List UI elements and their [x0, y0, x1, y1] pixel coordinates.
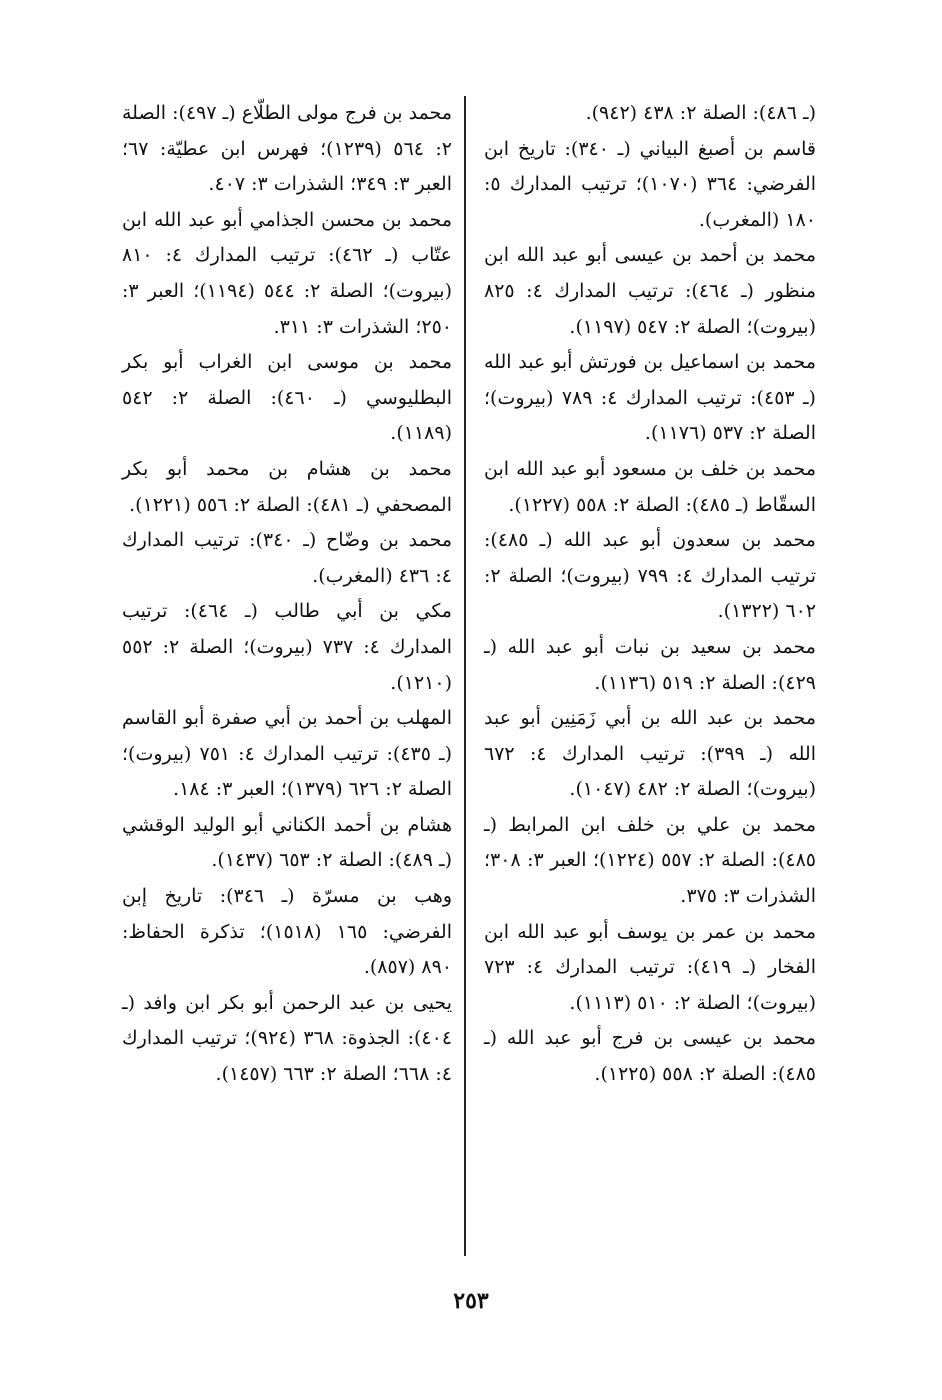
index-entry: محمد بن فرج مولى الطلّاع (ـ ٤٩٧): الصلة ٢: ٥٦٤ (١٢٣٩)؛ فهرس ابن عطيّة: ٦٧؛ العبر ٣: ٣٤٩؛ الشذرات ٣: ٤٠٧.	[122, 102, 453, 196]
index-entry: محمد بن عيسى بن فرج أبو عبد الله (ـ ٤٨٥): الصلة ٢: ٥٥٨ (١٢٢٥).	[484, 1027, 816, 1086]
index-entry: وهب بن مسرّة (ـ ٣٤٦): تاريخ إبن الفرضي: ١٦٥ (١٥١٨)؛ تذكرة الحفاظ: ٨٩٠ (٨٥٧).	[122, 885, 453, 979]
index-entry: محمد بن اسماعيل بن فورتش أبو عبد الله (ـ ٤٥٣): ترتيب المدارك ٤: ٧٨٩ (بيروت)؛ الصلة ٢: ٥٣٧ (١١٧٦).	[484, 351, 816, 445]
index-entry: يحيى بن عبد الرحمن أبو بكر ابن وافد (ـ ٤٠٤): الجذوة: ٣٦٨ (٩٢٤)؛ ترتيب المدارك ٤: ٦٦٨؛ الصلة ٢: ٦٦٣ (١٤٥٧).	[122, 991, 453, 1086]
index-entry: مكي بن أبي طالب (ـ ٤٦٤): ترتيب المدارك ٤: ٧٣٧ (بيروت)؛ الصلة ٢: ٥٥٢ (١٢١٠).	[122, 600, 452, 694]
index-entry: محمد بن سعيد بن نبات أبو عبد الله (ـ ٤٢٩): الصلة ٢: ٥١٩ (١١٣٦).	[484, 635, 816, 694]
index-entry: محمد بن محسن الجذامي أبو عبد الله ابن عتّاب (ـ ٤٦٢): ترتيب المدارك ٤: ٨١٠ (بيروت)؛ الصلة ٢: ٥٤٤ (١١٩٤)؛ العبر ٣: ٢٥٠؛ الشذرات ٣: ٣١١.	[122, 208, 452, 338]
index-entry: محمد بن هشام بن محمد أبو بكر المصحفي (ـ ٤٨١): الصلة ٢: ٥٥٦ (١٢٢١).	[122, 457, 452, 516]
index-entry: محمد بن أحمد بن عيسى أبو عبد الله ابن منظور (ـ ٤٦٤): ترتيب المدارك ٤: ٨٢٥ (بيروت)؛ الصلة ٢: ٥٤٧ (١١٩٧).	[484, 244, 816, 338]
index-entry: محمد بن علي بن خلف ابن المرابط (ـ ٤٨٥): الصلة ٢: ٥٥٧ (١٢٢٤)؛ العبر ٣: ٣٠٨؛ الشذرات ٣: ٣٧٥.	[484, 813, 817, 908]
index-entry: محمد بن عبد الله بن أبي زَمَنِين أبو عبد الله (ـ ٣٩٩): ترتيب المدارك ٤: ٦٧٢ (بيروت)؛ الصلة ٢: ٤٨٢ (١٠٤٧).	[484, 707, 816, 801]
index-entry: محمد بن وضّاح (ـ ٣٤٠): ترتيب المدارك ٤: ٤٣٦ (المغرب).	[122, 529, 453, 587]
right-column	[484, 96, 816, 1093]
page-number: ٢٥٣	[453, 1288, 489, 1314]
index-entry: محمد بن خلف بن مسعود أبو عبد الله ابن السقّاط (ـ ٤٨٥): الصلة ٢: ٥٥٨ (١٢٢٧).	[484, 457, 816, 516]
index-entry: هشام بن أحمد الكناني أبو الوليد الوقشي (ـ ٤٨٩): الصلة ٢: ٦٥٣ (١٤٣٧).	[122, 813, 452, 872]
index-entry: محمد بن سعدون أبو عبد الله (ـ ٤٨٥): ترتيب المدارك ٤: ٧٩٩ (بيروت)؛ الصلة ٢: ٦٠٢ (١٣٢٢).	[484, 529, 816, 623]
left-column	[122, 96, 452, 1093]
index-entry: محمد بن عمر بن يوسف أبو عبد الله ابن الفخار (ـ ٤١٩): ترتيب المدارك ٤: ٧٢٣ (بيروت)؛ الصلة ٢: ٥١٠ (١١١٣).	[484, 920, 816, 1014]
column-divider	[464, 96, 466, 1256]
index-entry: المهلب بن أحمد بن أبي صفرة أبو القاسم (ـ ٤٣٥): ترتيب المدارك ٤: ٧٥١ (بيروت)؛ الصلة ٢: ٦٢٦ (١٣٧٩)؛ العبر ٣: ١٨٤.	[122, 707, 452, 801]
index-entry: (ـ ٤٨٦): الصلة ٢: ٤٣٨ (٩٤٢).	[585, 102, 816, 124]
index-entry: محمد بن موسى ابن الغراب أبو بكر البطليوسي (ـ ٤٦٠): الصلة ٢: ٥٤٢ (١١٨٩).	[122, 351, 452, 445]
index-entry: قاسم بن أصبغ البياني (ـ ٣٤٠): تاريخ ابن الفرضي: ٣٦٤ (١٠٧٠)؛ ترتيب المدارك ٥: ١٨٠ (المغرب).	[484, 137, 816, 231]
